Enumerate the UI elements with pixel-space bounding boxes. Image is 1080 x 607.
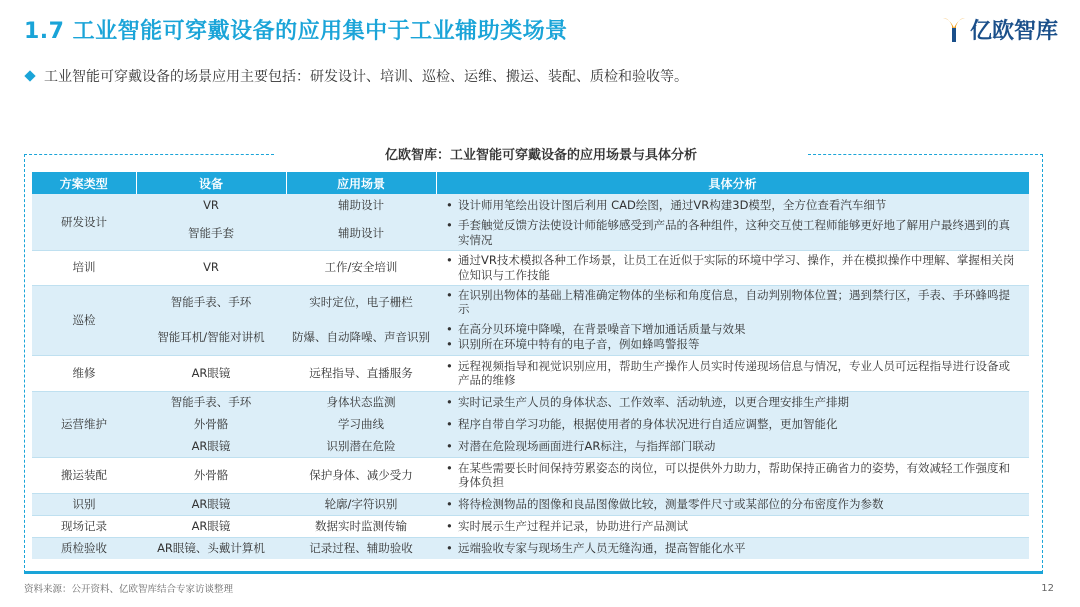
header-device: 设备 — [136, 172, 286, 194]
cell-device: 智能手表、手环 — [136, 391, 286, 413]
header-analysis: 具体分析 — [436, 172, 1029, 194]
cell-device: AR眼镜 — [136, 435, 286, 457]
cell-type: 质检验收 — [32, 537, 136, 559]
cell-device: 智能耳机/智能对讲机 — [136, 319, 286, 355]
table-row — [32, 194, 1029, 216]
cell-scene: 辅助设计 — [286, 216, 436, 250]
table-row — [32, 391, 1029, 413]
page-number: 12 — [1041, 583, 1054, 594]
cell-type: 搬运装配 — [32, 457, 136, 493]
source-note: 资料来源：公开资料、亿欧智库结合专家访谈整理 — [24, 584, 234, 595]
cell-scene: 保护身体、减少受力 — [286, 457, 436, 493]
cell-device: 智能手表、手环 — [136, 285, 286, 319]
subtitle — [26, 66, 688, 86]
cell-type: 研发设计 — [32, 194, 136, 250]
cell-device: 智能手套 — [136, 216, 286, 250]
cell-device: 外骨骼 — [136, 413, 286, 435]
cell-device: AR眼镜 — [136, 493, 286, 515]
cell-analysis: • 设计师用笔绘出设计图后利用 CAD绘图，通过VR构建3D模型，全方位查看汽车细节 — [436, 194, 1029, 216]
table-row — [32, 493, 1029, 515]
cell-type: 现场记录 — [32, 515, 136, 537]
table-row — [32, 319, 1029, 355]
cell-analysis: • 实时展示生产过程并记录，协助进行产品测试 — [436, 515, 1029, 537]
scenario-table — [32, 172, 1030, 559]
cell-analysis: • 手套触觉反馈方法使设计师能够感受到产品的各种组件，这种交互使工程师能够更好地了解用户最终遇到的真实情况 — [436, 216, 1029, 250]
cell-analysis: • 远端验收专家与现场生产人员无缝沟通，提高智能化水平 — [436, 537, 1029, 559]
page-title: 1.7 工业智能可穿戴设备的应用集中于工业辅助类场景 — [24, 19, 568, 44]
cell-scene: 远程指导、直播服务 — [286, 355, 436, 391]
header-type: 方案类型 — [32, 172, 136, 194]
table-row — [32, 537, 1029, 559]
cell-device: VR — [136, 250, 286, 285]
table-row — [32, 457, 1029, 493]
cell-type: 维修 — [32, 355, 136, 391]
brand-logo — [941, 14, 1058, 45]
cell-analysis: • 将待检测物品的图像和良品图像做比较，测量零件尺寸或某部位的分布密度作为参数 — [436, 493, 1029, 515]
table-row — [32, 355, 1029, 391]
cell-scene: 学习曲线 — [286, 413, 436, 435]
cell-analysis: • 在识别出物体的基础上精准确定物体的坐标和角度信息，自动判别物体位置；遇到禁行区，手表、手环蜂鸣提示 — [436, 285, 1029, 319]
cell-scene: 识别潜在危险 — [286, 435, 436, 457]
cell-analysis: • 远程视频指导和视觉识别应用，帮助生产操作人员实时传递现场信息与情况，专业人员可远程指导进行设备或产品的维修 — [436, 355, 1029, 391]
cell-scene: 辅助设计 — [286, 194, 436, 216]
cell-analysis: • 在某些需要长时间保持劳累姿态的岗位，可以提供外力助力，帮助保持正确省力的姿势，有效减轻工作强度和身体负担 — [436, 457, 1029, 493]
cell-analysis: • 对潜在危险现场画面进行AR标注，与指挥部门联动 — [436, 435, 1029, 457]
cell-device: AR眼镜 — [136, 515, 286, 537]
table-row — [32, 285, 1029, 319]
cell-analysis: • 程序自带自学习功能，根据使用者的身体状况进行自适应调整，更加智能化 — [436, 413, 1029, 435]
cell-analysis: • 实时记录生产人员的身体状态、工作效率、活动轨迹，以更合理安排生产排期 — [436, 391, 1029, 413]
header-scene: 应用场景 — [286, 172, 436, 194]
cell-device: 外骨骼 — [136, 457, 286, 493]
diamond-bullet-icon — [24, 70, 35, 81]
cell-analysis: • 在高分贝环境中降噪，在背景噪音下增加通话质量与效果 • 识别所在环境中特有的电子音，例如蜂鸣警报等 — [436, 319, 1029, 355]
cell-type: 巡检 — [32, 285, 136, 355]
table-row — [32, 435, 1029, 457]
frame-bottom-bar — [24, 571, 1043, 574]
cell-type: 培训 — [32, 250, 136, 285]
cell-scene: 实时定位，电子栅栏 — [286, 285, 436, 319]
cell-scene: 数据实时监测传输 — [286, 515, 436, 537]
cell-analysis: • 通过VR技术模拟各种工作场景，让员工在近似于实际的环境中学习、操作，并在模拟操作中理解、掌握相关岗位知识与工作技能 — [436, 250, 1029, 285]
table-row — [32, 515, 1029, 537]
logo-icon — [941, 16, 967, 44]
table-row — [32, 250, 1029, 285]
logo-text: 亿欧智库 — [969, 19, 1058, 44]
cell-scene: 身体状态监测 — [286, 391, 436, 413]
cell-scene: 轮廓/字符识别 — [286, 493, 436, 515]
table-row — [32, 216, 1029, 250]
subtitle-text: 工业智能可穿戴设备的场景应用主要包括：研发设计、培训、巡检、运维、搬运、装配、质检和验收等。 — [44, 69, 688, 85]
cell-scene: 工作/安全培训 — [286, 250, 436, 285]
table-row — [32, 413, 1029, 435]
cell-type: 运营维护 — [32, 391, 136, 457]
cell-scene: 防爆、自动降噪、声音识别 — [286, 319, 436, 355]
cell-scene: 记录过程、辅助验收 — [286, 537, 436, 559]
table-header-row — [32, 172, 1029, 194]
cell-device: AR眼镜、头戴计算机 — [136, 537, 286, 559]
cell-device: AR眼镜 — [136, 355, 286, 391]
cell-device: VR — [136, 194, 286, 216]
frame-top-left-border — [24, 154, 274, 155]
frame-top-right-border — [808, 154, 1043, 155]
table-title: 亿欧智库：工业智能可穿戴设备的应用场景与具体分析 — [384, 148, 697, 163]
cell-type: 识别 — [32, 493, 136, 515]
